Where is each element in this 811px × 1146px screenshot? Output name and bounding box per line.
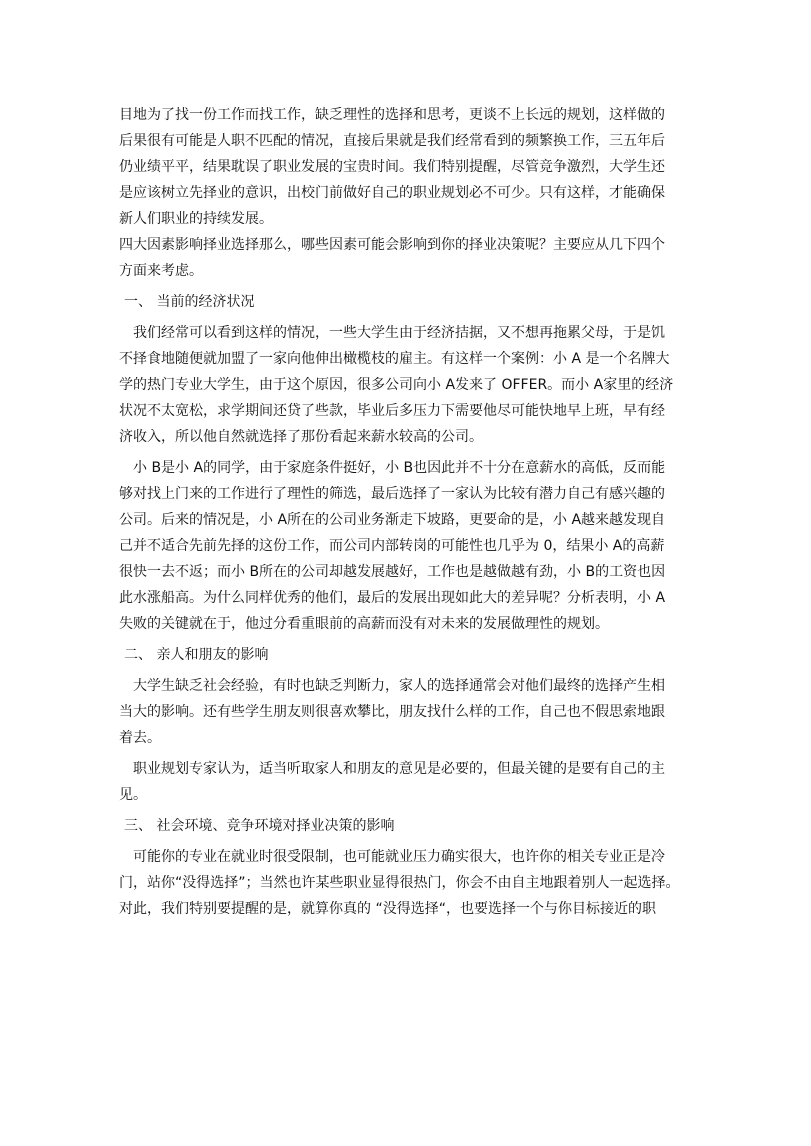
text-line: 门，站你“没得选择”；当然也许某些职业显得很热门，你会不由自主地跟着别人一起选择。: [119, 875, 680, 891]
text-line: 失败的关键就在于，他过分看重眼前的高薪而没有对未来的发展做理性的规划。: [119, 616, 609, 632]
text-line: 我们经常可以看到这样的情况，一些大学生由于经济拮据，又不想再拖累父母，于是饥: [133, 325, 665, 341]
text-line: 不择食地随便就加盟了一家向他伸出橄榄枝的雇主。有这样一个案例：小 A 是一个名牌大: [119, 351, 670, 367]
text-line: 可能你的专业在就业时很受限制，也可能就业压力确实很大，也许你的相关专业正是冷: [133, 849, 665, 865]
text-line: 仍业绩平平，结果耽误了职业发展的宝贵时间。我们特别提醒，尽管竞争激烈，大学生还: [119, 159, 665, 175]
text-line: 学的热门专业大学生，由于这个原因，很多公司向小 A发来了 OFFER。而小 A家里的经济: [119, 377, 674, 393]
text-line: 小 B是小 A的同学，由于家庭条件挺好，小 B也因此并不十分在意薪水的高低，反而能: [133, 460, 666, 476]
text-line: 方面来考虑。: [119, 263, 203, 279]
text-line: 此水涨船高。为什么同样优秀的他们，最后的发展出现如此大的差异呢？分析表明，小 A: [119, 590, 666, 606]
text-line: 四大因素影响择业选择那么，哪些因素可能会影响到你的择业决策呢？主要应从几下四个: [119, 237, 665, 253]
text-line: 职业规划专家认为，适当听取家人和朋友的意见是必要的，但最关键的是要有自己的主: [133, 761, 665, 777]
text-line: 是应该树立先择业的意识，出校门前做好自己的职业规划必不可少。只有这样，才能确保: [119, 185, 665, 201]
text-line: 后果很有可能是人职不匹配的情况，直接后果就是我们经常看到的频繁换工作，三五年后: [119, 133, 665, 149]
section-heading-1: 一、 当前的经济状况: [124, 294, 255, 310]
text-line: 公司。后来的情况是，小 A所在的公司业务渐走下坡路，更要命的是，小 A越来越发现自: [119, 512, 666, 528]
text-line: 己并不适合先前先择的这份工作，而公司内部转岗的可能性也几乎为 0，结果小 A的高薪: [119, 538, 665, 554]
text-line: 大学生缺乏社会经验，有时也缺乏判断力，家人的选择通常会对他们最终的选择产生相: [133, 678, 665, 694]
text-line: 够对找上门来的工作进行了理性的筛选，最后选择了一家认为比较有潜力自己有感兴趣的: [119, 486, 665, 502]
document-body: [119, 102, 689, 922]
text-line: 目地为了找一份工作而找工作，缺乏理性的选择和思考，更谈不上长远的规划，这样做的: [119, 107, 665, 123]
text-line: 对此，我们特别要提醒的是，就算你真的 “没得选择“，也要选择一个与你目标接近的职: [119, 901, 656, 917]
section-heading-2: 二、 亲人和朋友的影响: [124, 647, 269, 663]
text-line: 很快一去不返；而小 B所在的公司却越发展越好，工作也是越做越有劲，小 B的工资也因: [119, 564, 666, 580]
text-line: 见。: [119, 787, 147, 803]
text-line: 当大的影响。还有些学生朋友则很喜欢攀比，朋友找什么样的工作，自己也不假思索地跟: [119, 704, 665, 720]
section-heading-3: 三、 社会环境、竞争环境对择业决策的影响: [124, 818, 395, 834]
text-line: 济收入，所以他自然就选择了那份看起来薪水较高的公司。: [119, 429, 483, 445]
text-line: 新人们职业的持续发展。: [119, 211, 273, 227]
text-line: 状况不太宽松，求学期间还贷了些款，毕业后多压力下需要他尽可能快地早上班，早有经: [119, 403, 665, 419]
text-line: 着去。: [119, 730, 161, 746]
